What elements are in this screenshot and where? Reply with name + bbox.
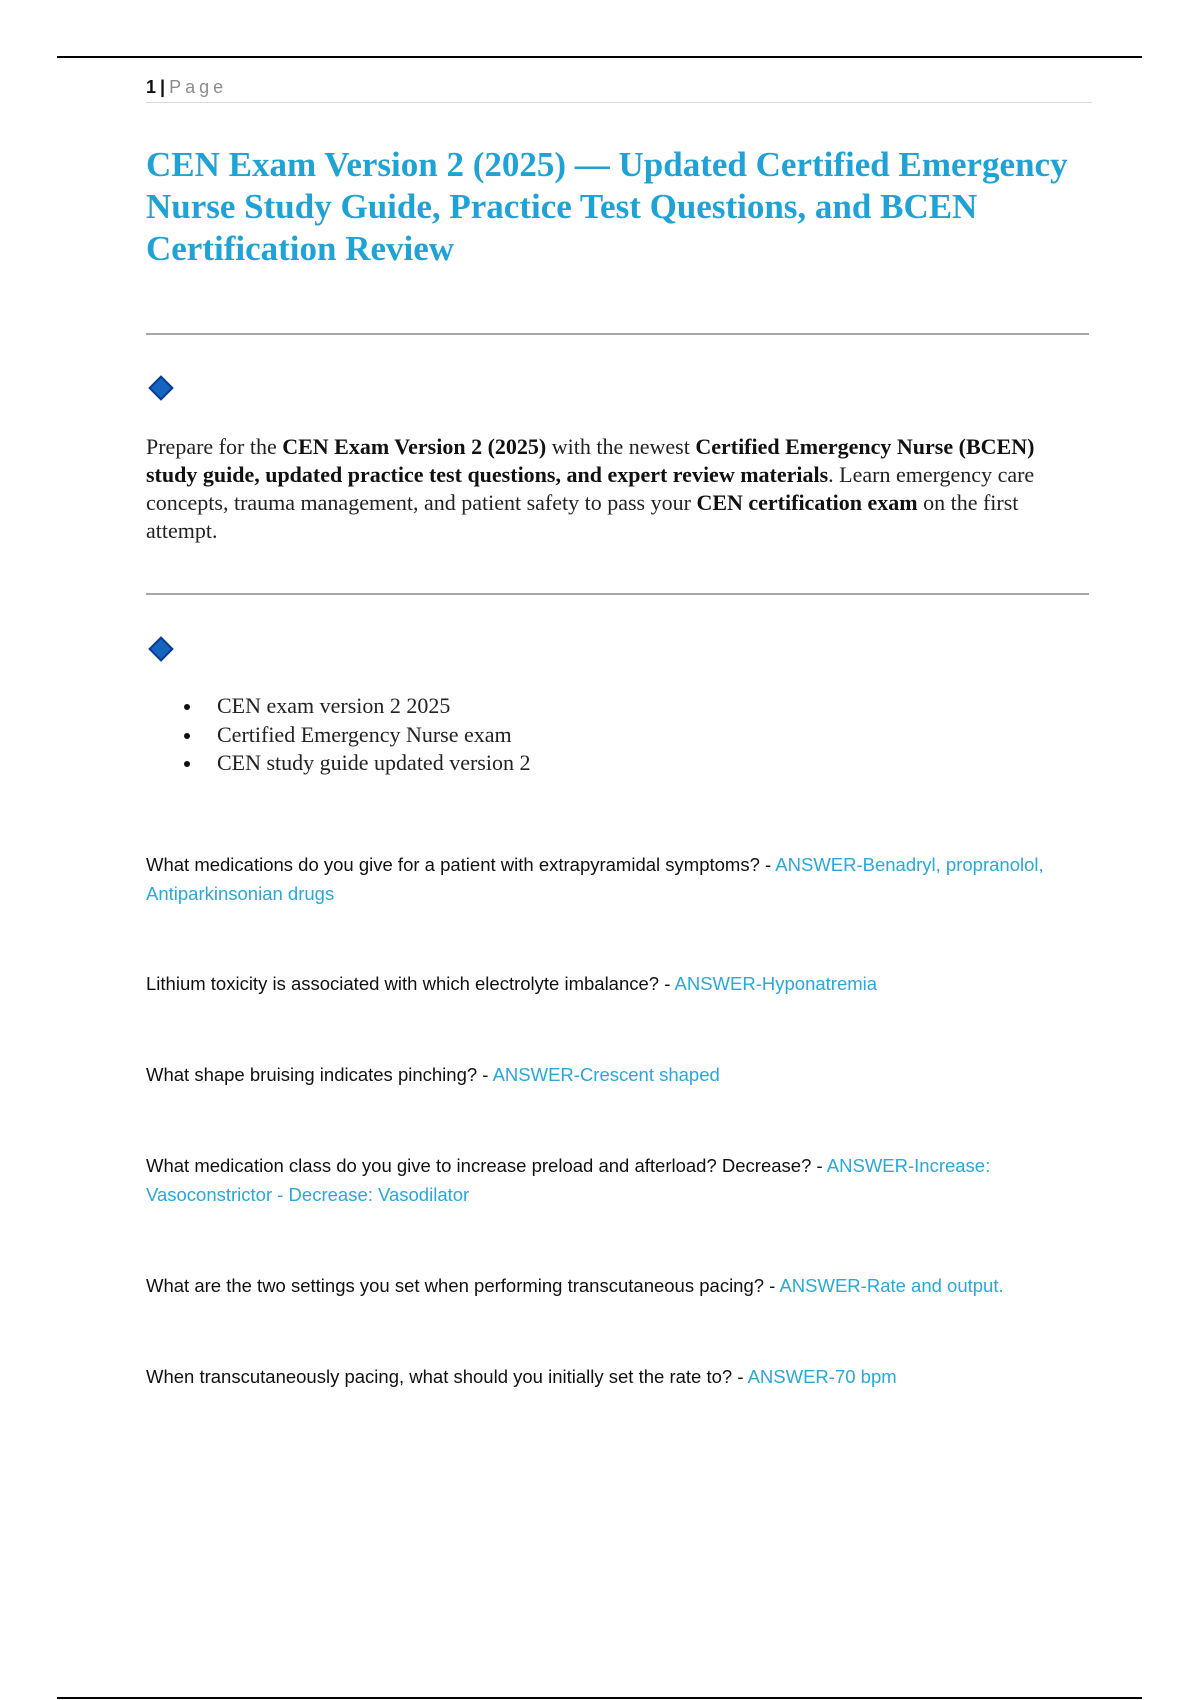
top-page-rule	[57, 56, 1142, 58]
page-number: 1	[146, 77, 157, 97]
intro-text: on the first attempt.	[146, 490, 1019, 543]
section-divider	[146, 333, 1089, 335]
list-item: Certified Emergency Nurse exam	[146, 721, 530, 750]
blue-diamond-icon	[148, 636, 173, 661]
question-text: When transcutaneously pacing, what should you initially set the rate to? -	[146, 1366, 748, 1387]
question-text: Lithium toxicity is associated with which electrolyte imbalance? -	[146, 973, 675, 994]
page-header	[146, 74, 1092, 103]
qa-item	[146, 1060, 1091, 1089]
intro-bold: CEN Exam Version 2 (2025)	[282, 434, 547, 459]
qa-item	[146, 1151, 1091, 1209]
list-item: CEN study guide updated version 2	[146, 749, 530, 778]
question-text: What are the two settings you set when performing transcutaneous pacing? -	[146, 1275, 780, 1296]
intro-text: . Learn emergency care concepts, trauma management, and patient safety to pass your	[146, 462, 1035, 515]
qa-item	[146, 969, 1091, 998]
answer-text: ANSWER-70 bpm	[747, 1366, 897, 1387]
answer-text: ANSWER-Crescent shaped	[492, 1064, 720, 1085]
section-divider	[146, 593, 1089, 595]
intro-paragraph	[146, 433, 1086, 545]
intro-text: with the newest	[546, 434, 696, 459]
answer-text: ANSWER-Increase: Vasoconstrictor - Decrease: Vasodilator	[146, 1155, 991, 1205]
bottom-page-rule	[57, 1697, 1142, 1699]
question-text: What medication class do you give to increase preload and afterload? Decrease? -	[146, 1155, 827, 1176]
qa-item	[146, 850, 1091, 908]
list-item: CEN exam version 2 2025	[146, 692, 530, 721]
intro-bold: CEN certification exam	[696, 490, 918, 515]
answer-text: ANSWER-Hyponatremia	[674, 973, 878, 994]
qa-item	[146, 1362, 1091, 1391]
qa-item	[146, 1271, 1091, 1300]
question-text: What shape bruising indicates pinching? -	[146, 1064, 493, 1085]
intro-bold: Certified Emergency Nurse (BCEN) study guide, updated practice test questions, and expert review materials	[146, 434, 1035, 487]
blue-diamond-icon	[148, 375, 173, 400]
answer-text: ANSWER-Rate and output.	[779, 1275, 1004, 1296]
answer-text: ANSWER-Benadryl, propranolol, Antiparkinsonian drugs	[146, 854, 1044, 904]
intro-text: Prepare for the	[146, 434, 283, 459]
keyword-list	[146, 692, 530, 778]
page-separator: |	[160, 77, 166, 97]
document-title: CEN Exam Version 2 (2025) — Updated Certified Emergency Nurse Study Guide, Practice Test Questions, and BCEN Certification Review	[146, 145, 1068, 268]
page-label: Page	[169, 77, 228, 97]
question-text: What medications do you give for a patient with extrapyramidal symptoms? -	[146, 854, 776, 875]
